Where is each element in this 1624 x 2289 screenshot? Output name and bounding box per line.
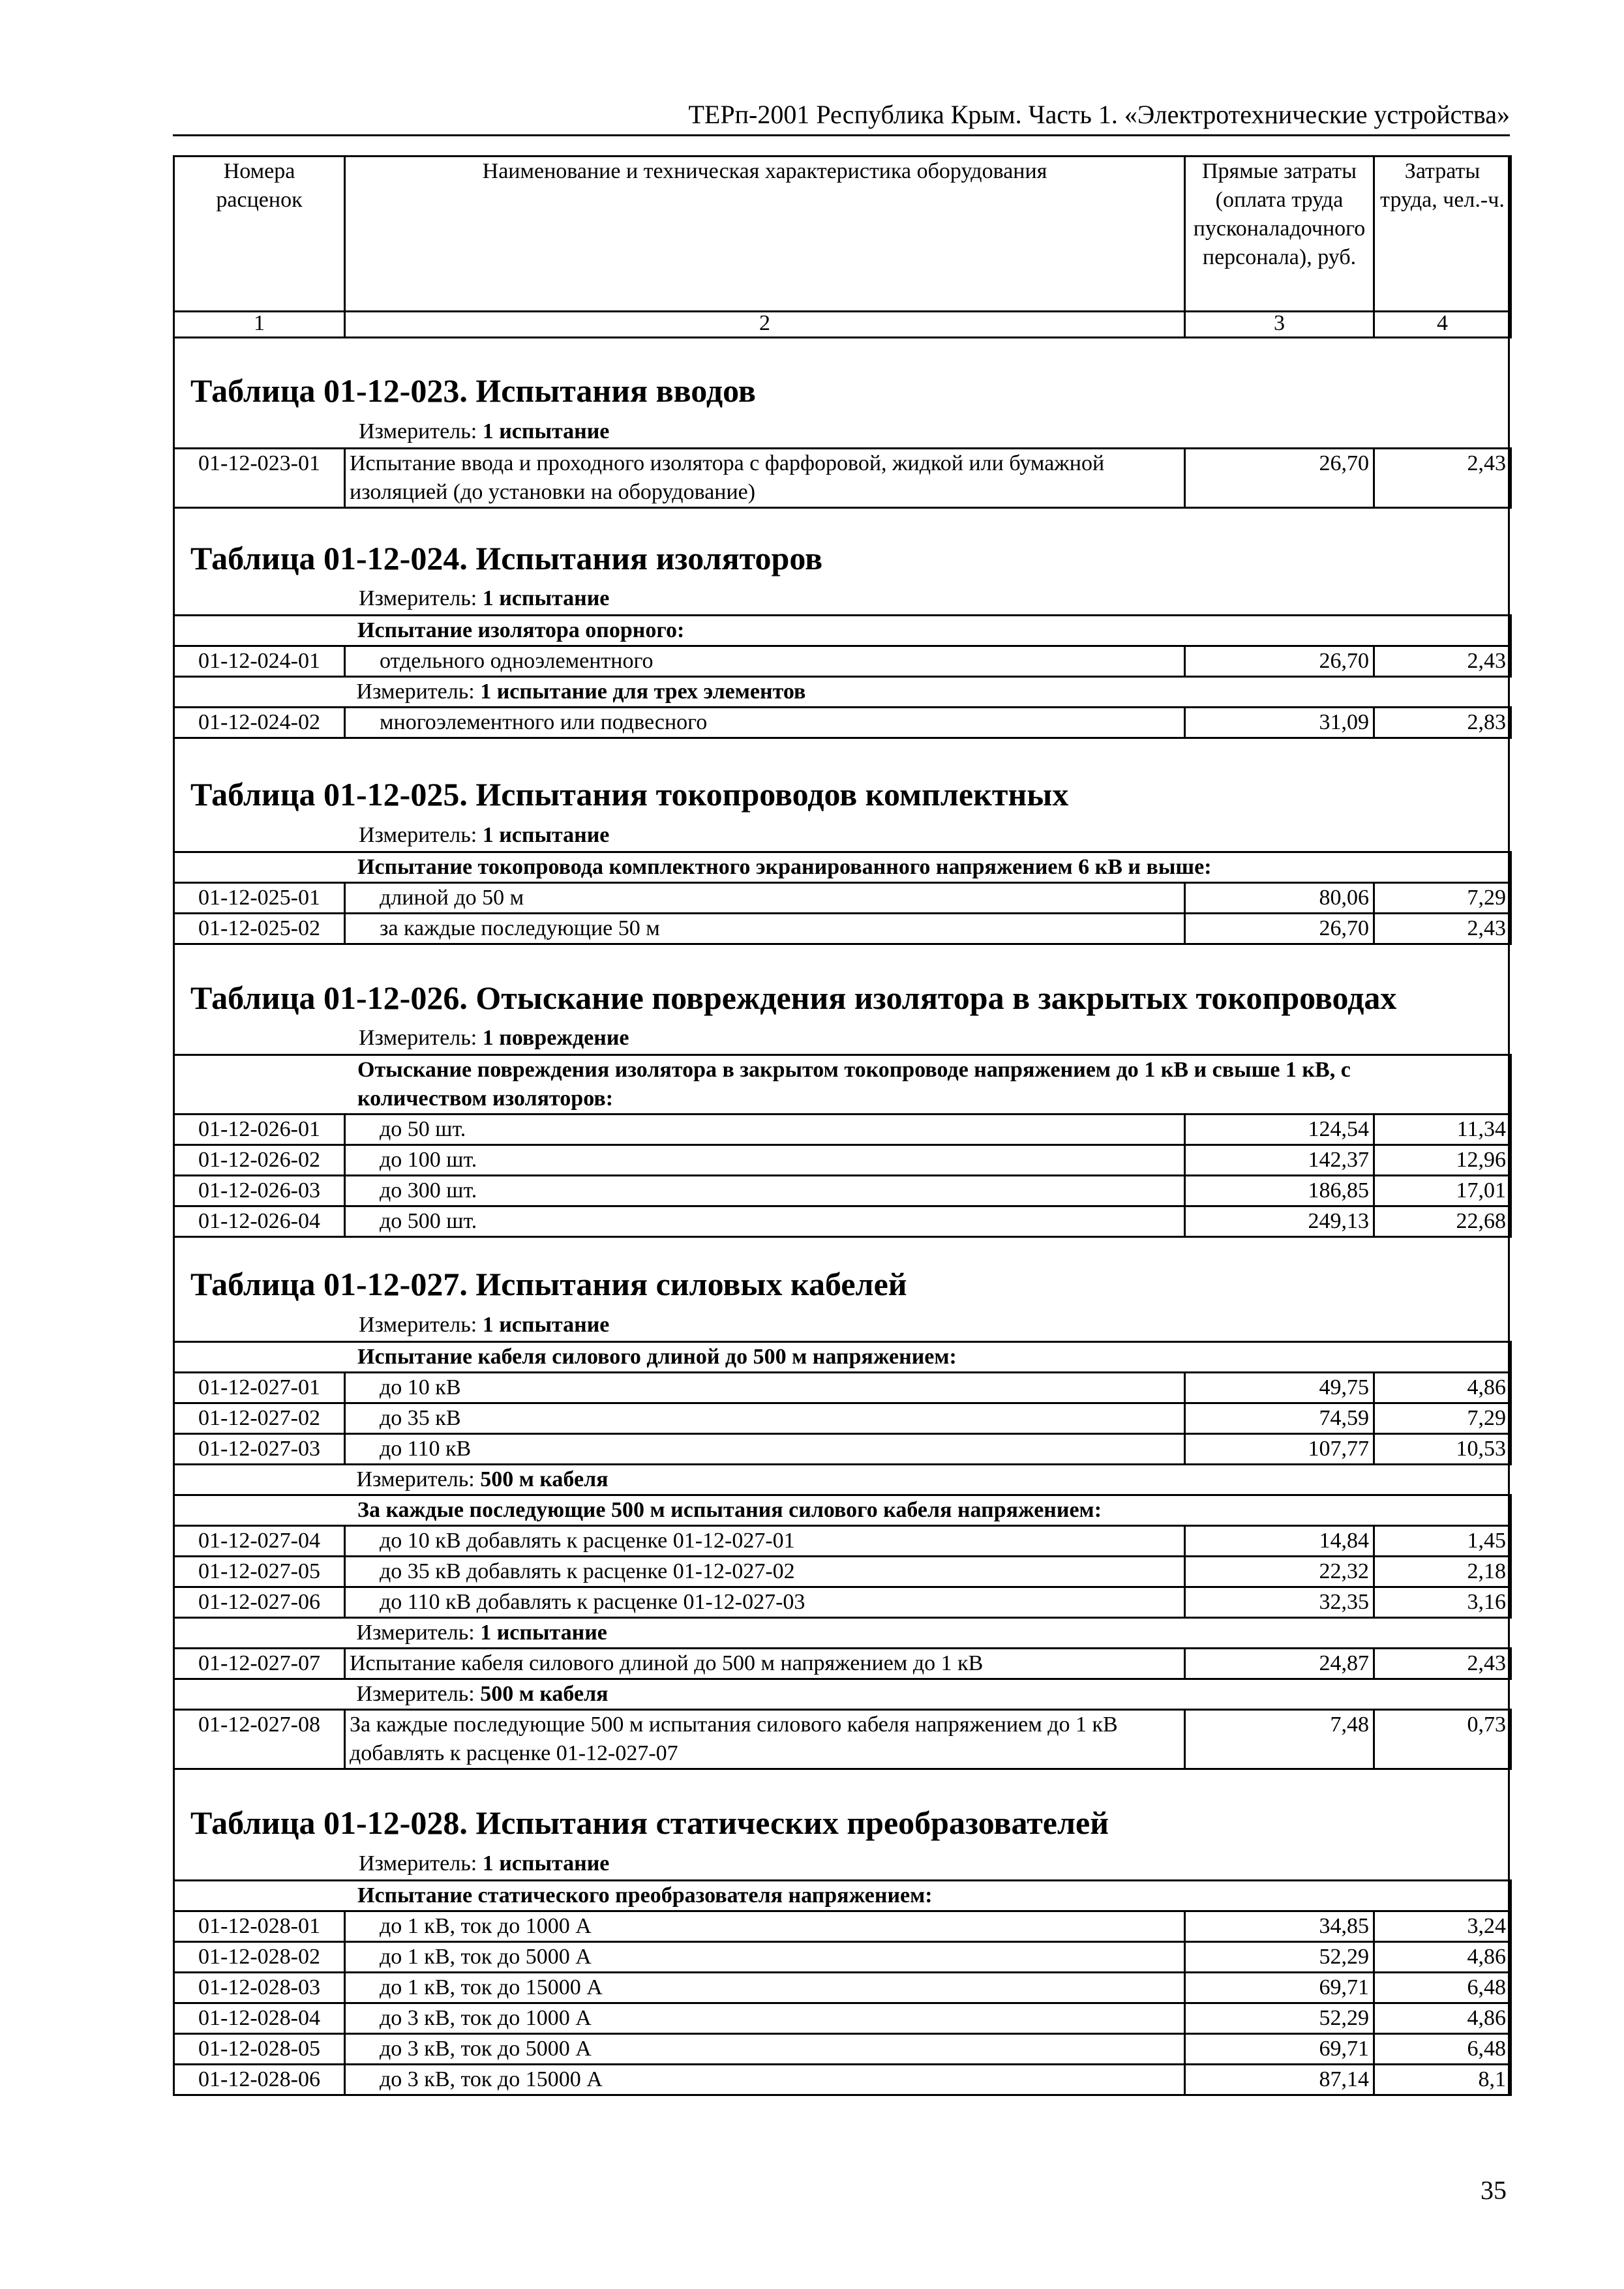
row-cost: 69,71 (1185, 2034, 1374, 2065)
table-024 (173, 614, 1512, 739)
table-row (174, 2065, 1511, 2095)
table-row (174, 1373, 1511, 1403)
row-name: до 35 кВ добавлять к расценке 01-12-027-02 (345, 1557, 1185, 1587)
row-name: длиной до 50 м (345, 883, 1185, 914)
table-026-measure: Измеритель: 1 повреждение (359, 1026, 629, 1050)
row-name: до 35 кВ (345, 1403, 1185, 1434)
row-labor: 1,45 (1374, 1526, 1511, 1557)
col-header-cost: Прямые затраты (оплата труда пусконаладочного персонала), руб. (1185, 157, 1374, 312)
col-number-3: 3 (1185, 312, 1374, 338)
table-027 (173, 1341, 1512, 1770)
row-name: до 1 кВ, ток до 5000 А (345, 1942, 1185, 1973)
row-labor: 6,48 (1374, 1973, 1511, 2003)
row-labor: 10,53 (1374, 1434, 1511, 1465)
row-name: до 100 шт. (345, 1145, 1185, 1176)
row-labor: 22,68 (1374, 1206, 1511, 1237)
row-code: 01-12-024-01 (174, 646, 345, 677)
row-labor: 3,16 (1374, 1587, 1511, 1618)
table-row (174, 1942, 1511, 1973)
row-code: 01-12-026-01 (174, 1115, 345, 1145)
row-code: 01-12-028-02 (174, 1942, 345, 1973)
row-cost: 24,87 (1185, 1649, 1374, 1679)
row-name: до 500 шт. (345, 1206, 1185, 1237)
page-number: 35 (1481, 2176, 1507, 2205)
row-name: Испытание кабеля силового длиной до 500 м напряжением до 1 кВ (345, 1649, 1185, 1679)
row-cost: 34,85 (1185, 1911, 1374, 1942)
col-header-codes: Номера расценок (174, 157, 345, 312)
row-labor: 2,83 (1374, 708, 1511, 738)
table-028-group: Испытание статического преобразователя напряжением: (174, 1881, 1511, 1911)
row-name: до 300 шт. (345, 1176, 1185, 1206)
row-code: 01-12-027-06 (174, 1587, 345, 1618)
row-labor: 2,43 (1374, 449, 1511, 508)
table-028-title: Таблица 01-12-028. Испытания статических преобразователей (190, 1804, 1109, 1841)
table-row (174, 646, 1511, 677)
row-labor: 3,24 (1374, 1911, 1511, 1942)
col-header-labor: Затраты труда, чел.-ч. (1374, 157, 1511, 312)
page-header: ТЕРп-2001 Республика Крым. Часть 1. «Электротехнические устройства» (173, 99, 1510, 136)
row-cost: 124,54 (1185, 1115, 1374, 1145)
row-code: 01-12-027-03 (174, 1434, 345, 1465)
row-code: 01-12-027-07 (174, 1649, 345, 1679)
table-028 (173, 1879, 1512, 2096)
row-name: до 3 кВ, ток до 15000 А (345, 2065, 1185, 2095)
col-number-4: 4 (1374, 312, 1511, 338)
row-cost: 7,48 (1185, 1710, 1374, 1769)
table-026-title: Таблица 01-12-026. Отыскание повреждения изолятора в закрытых токопроводах (190, 980, 1397, 1016)
row-code: 01-12-027-05 (174, 1557, 345, 1587)
table-row (174, 1403, 1511, 1434)
table-row (174, 1911, 1511, 1942)
row-code: 01-12-028-04 (174, 2003, 345, 2034)
row-code: 01-12-027-01 (174, 1373, 345, 1403)
row-labor: 2,18 (1374, 1557, 1511, 1587)
row-labor: 2,43 (1374, 1649, 1511, 1679)
row-code: 01-12-027-04 (174, 1526, 345, 1557)
table-row (174, 1973, 1511, 2003)
table-027-title: Таблица 01-12-027. Испытания силовых кабелей (190, 1266, 907, 1302)
row-code: 01-12-026-02 (174, 1145, 345, 1176)
row-cost: 107,77 (1185, 1434, 1374, 1465)
row-cost: 249,13 (1185, 1206, 1374, 1237)
table-024-group: Испытание изолятора опорного: (174, 616, 1511, 646)
row-labor: 7,29 (1374, 1403, 1511, 1434)
table-027-measure4: Измеритель: 500 м кабеля (174, 1679, 1511, 1710)
table-028-measure: Измеритель: 1 испытание (359, 1851, 610, 1876)
table-row (174, 1206, 1511, 1237)
table-023-measure: Измеритель: 1 испытание (359, 419, 610, 443)
row-cost: 186,85 (1185, 1176, 1374, 1206)
table-026 (173, 1054, 1512, 1238)
row-name: до 1 кВ, ток до 15000 А (345, 1973, 1185, 2003)
table-025-group: Испытание токопровода комплектного экранированного напряжением 6 кВ и выше: (174, 852, 1511, 883)
col-number-2: 2 (345, 312, 1185, 338)
row-labor: 4,86 (1374, 1942, 1511, 1973)
table-027-group2: За каждые последующие 500 м испытания силового кабеля напряжением: (174, 1495, 1511, 1526)
row-cost: 22,32 (1185, 1557, 1374, 1587)
table-025-title: Таблица 01-12-025. Испытания токопроводов комплектных (190, 776, 1069, 813)
row-labor: 0,73 (1374, 1710, 1511, 1769)
row-labor: 7,29 (1374, 883, 1511, 914)
table-row (174, 1176, 1511, 1206)
row-labor: 12,96 (1374, 1145, 1511, 1176)
row-name: до 10 кВ (345, 1373, 1185, 1403)
row-cost: 26,70 (1185, 646, 1374, 677)
row-cost: 31,09 (1185, 708, 1374, 738)
row-name: до 1 кВ, ток до 1000 А (345, 1911, 1185, 1942)
row-labor: 2,43 (1374, 646, 1511, 677)
row-cost: 26,70 (1185, 914, 1374, 944)
row-name: многоэлементного или подвесного (345, 708, 1185, 738)
table-027-group: Испытание кабеля силового длиной до 500 м напряжением: (174, 1342, 1511, 1373)
row-labor: 4,86 (1374, 2003, 1511, 2034)
table-row (174, 449, 1511, 508)
row-code: 01-12-028-05 (174, 2034, 345, 2065)
row-code: 01-12-024-02 (174, 708, 345, 738)
table-025 (173, 851, 1512, 945)
table-024-title: Таблица 01-12-024. Испытания изоляторов (190, 540, 823, 576)
table-row (174, 1145, 1511, 1176)
table-027-measure3: Измеритель: 1 испытание (174, 1618, 1511, 1649)
table-row (174, 2034, 1511, 2065)
row-cost: 26,70 (1185, 449, 1374, 508)
column-header-table (173, 155, 1512, 338)
table-row (174, 1526, 1511, 1557)
row-cost: 80,06 (1185, 883, 1374, 914)
row-code: 01-12-027-08 (174, 1710, 345, 1769)
row-code: 01-12-027-02 (174, 1403, 345, 1434)
row-cost: 69,71 (1185, 1973, 1374, 2003)
table-025-measure: Измеритель: 1 испытание (359, 823, 610, 847)
row-code: 01-12-026-03 (174, 1176, 345, 1206)
table-024-measure2: Измеритель: 1 испытание для трех элементов (174, 677, 1511, 708)
row-name: Испытание ввода и проходного изолятора с фарфоровой, жидкой или бумажной изоляцией (до установки на оборудование) (345, 449, 1185, 508)
row-name: до 110 кВ добавлять к расценке 01-12-027-03 (345, 1587, 1185, 1618)
row-labor: 2,43 (1374, 914, 1511, 944)
row-cost: 14,84 (1185, 1526, 1374, 1557)
row-cost: 32,35 (1185, 1587, 1374, 1618)
table-026-group: Отыскание повреждения изолятора в закрытом токопроводе напряжением до 1 кВ и свыше 1 кВ, с количеством изоляторов: (174, 1055, 1511, 1115)
table-027-measure2: Измеритель: 500 м кабеля (174, 1465, 1511, 1495)
row-labor: 6,48 (1374, 2034, 1511, 2065)
row-cost: 52,29 (1185, 1942, 1374, 1973)
table-027-measure: Измеритель: 1 испытание (359, 1313, 610, 1337)
table-row (174, 914, 1511, 944)
table-row (174, 1115, 1511, 1145)
row-cost: 49,75 (1185, 1373, 1374, 1403)
table-row (174, 1710, 1511, 1769)
row-cost: 52,29 (1185, 2003, 1374, 2034)
table-row (174, 883, 1511, 914)
row-code: 01-12-025-02 (174, 914, 345, 944)
row-name: до 3 кВ, ток до 1000 А (345, 2003, 1185, 2034)
row-name: до 110 кВ (345, 1434, 1185, 1465)
col-number-1: 1 (174, 312, 345, 338)
table-023 (173, 447, 1512, 509)
row-labor: 4,86 (1374, 1373, 1511, 1403)
table-row (174, 1557, 1511, 1587)
row-name: отдельного одноэлементного (345, 646, 1185, 677)
row-labor: 8,1 (1374, 2065, 1511, 2095)
table-row (174, 2003, 1511, 2034)
row-name: до 3 кВ, ток до 5000 А (345, 2034, 1185, 2065)
row-cost: 142,37 (1185, 1145, 1374, 1176)
row-code: 01-12-025-01 (174, 883, 345, 914)
row-name: За каждые последующие 500 м испытания силового кабеля напряжением до 1 кВ добавлять к расценке 01-12-027-07 (345, 1710, 1185, 1769)
table-row (174, 1434, 1511, 1465)
row-cost: 87,14 (1185, 2065, 1374, 2095)
row-labor: 17,01 (1374, 1176, 1511, 1206)
table-024-measure: Измеритель: 1 испытание (359, 586, 610, 610)
table-row (174, 1649, 1511, 1679)
row-code: 01-12-028-01 (174, 1911, 345, 1942)
row-code: 01-12-028-03 (174, 1973, 345, 2003)
table-023-title: Таблица 01-12-023. Испытания вводов (190, 372, 756, 409)
row-labor: 11,34 (1374, 1115, 1511, 1145)
table-row (174, 708, 1511, 738)
row-name: до 50 шт. (345, 1115, 1185, 1145)
row-name: до 10 кВ добавлять к расценке 01-12-027-01 (345, 1526, 1185, 1557)
table-row (174, 1587, 1511, 1618)
row-cost: 74,59 (1185, 1403, 1374, 1434)
row-code: 01-12-026-04 (174, 1206, 345, 1237)
col-header-name: Наименование и техническая характеристика оборудования (345, 157, 1185, 312)
row-name: за каждые последующие 50 м (345, 914, 1185, 944)
row-code: 01-12-023-01 (174, 449, 345, 508)
row-code: 01-12-028-06 (174, 2065, 345, 2095)
